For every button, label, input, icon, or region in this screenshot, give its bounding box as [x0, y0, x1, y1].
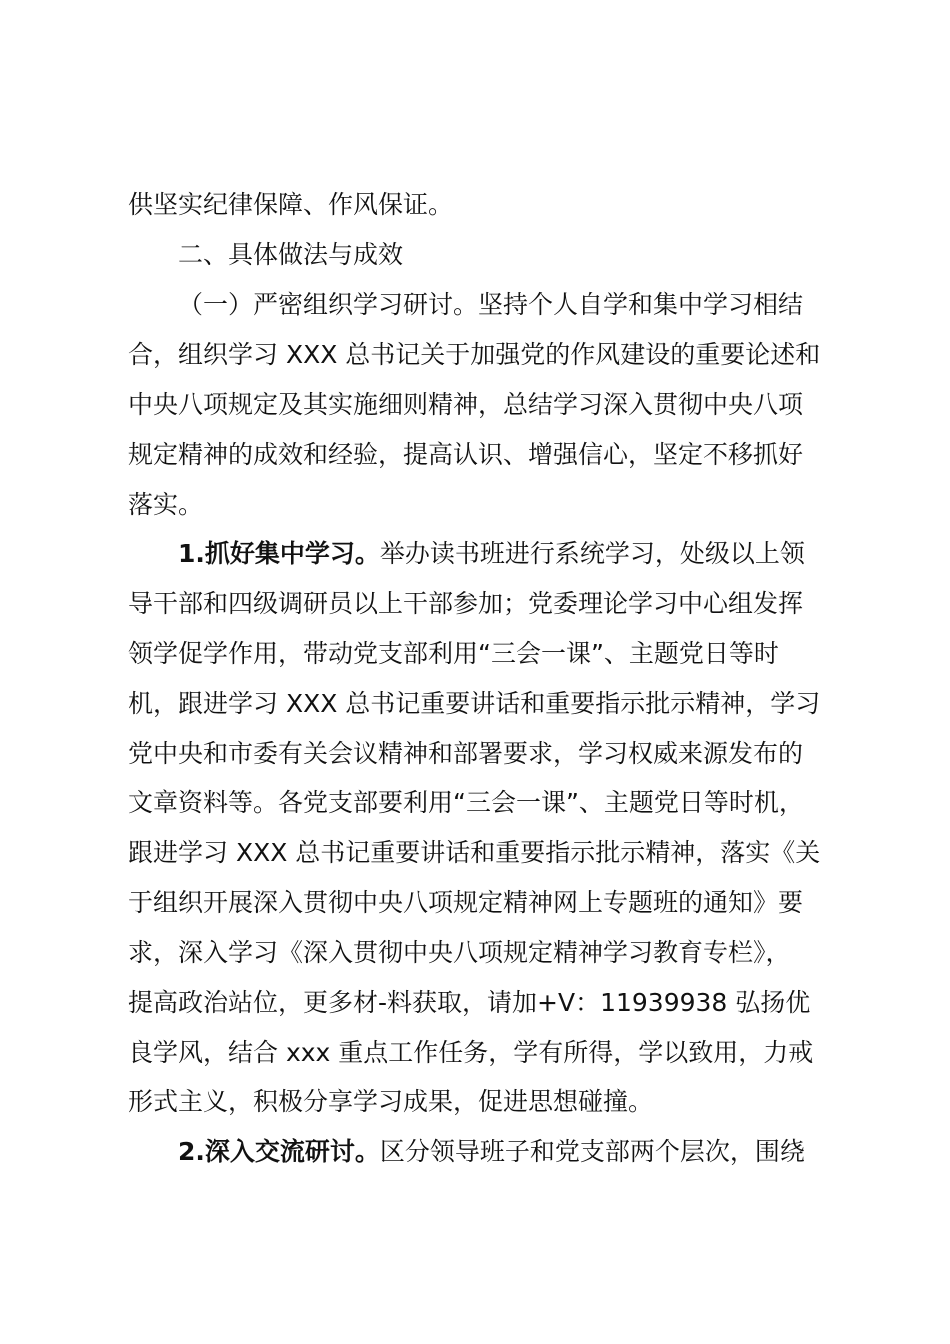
paragraph-line: 机，跟进学习 XXX 总书记重要讲话和重要指示批示精神，学习: [128, 689, 821, 718]
subheading-2: 2.深入交流研讨。: [178, 1137, 380, 1166]
subheading-1: 1.抓好集中学习。: [178, 539, 380, 568]
paragraph-text: 区分领导班子和党支部两个层次，围绕: [379, 1137, 805, 1166]
paragraph-line: [178, 1135, 898, 1169]
paragraph-line: [178, 537, 898, 571]
paragraph-line: （一）严密组织学习研讨。坚持个人自学和集中学习相结: [178, 290, 804, 319]
paragraph-line: 合，组织学习 XXX 总书记关于加强党的作风建设的重要论述和: [128, 340, 821, 369]
paragraph-line: 良学风，结合 xxx 重点工作任务，学有所得，学以致用，力戒: [128, 1038, 814, 1067]
paragraph-line: 跟进学习 XXX 总书记重要讲话和重要指示批示精神，落实《关: [128, 838, 821, 867]
paragraph-text: 举办读书班进行系统学习，处级以上领: [379, 539, 805, 568]
paragraph-line: 规定精神的成效和经验，提高认识、增强信心，坚定不移抓好: [128, 440, 804, 469]
paragraph-line: 形式主义，积极分享学习成果，促进思想碰撞。: [128, 1087, 654, 1116]
paragraph-line: 领学促学作用，带动党支部利用“三会一课”、主题党日等时: [128, 639, 779, 668]
section-heading: 二、具体做法与成效: [178, 240, 404, 269]
paragraph-line: 文章资料等。各党支部要利用“三会一课”、主题党日等时机，: [128, 788, 804, 817]
paragraph-line: 中央八项规定及其实施细则精神，总结学习深入贯彻中央八项: [128, 390, 804, 419]
paragraph-line: 党中央和市委有关会议精神和部署要求，学习权威来源发布的: [128, 739, 804, 768]
paragraph-line: 落实。: [128, 490, 204, 519]
paragraph-line: 于组织开展深入贯彻中央八项规定精神网上专题班的通知》要: [128, 888, 804, 917]
paragraph-line: 提高政治站位，更多材-料获取，请加+V：11939938 弘扬优: [128, 988, 811, 1017]
paragraph-line: 求，深入学习《深入贯彻中央八项规定精神学习教育专栏》，: [128, 938, 791, 967]
paragraph-line: 导干部和四级调研员以上干部参加；党委理论学习中心组发挥: [128, 589, 804, 618]
paragraph-line: 供坚实纪律保障、作风保证。: [128, 190, 454, 219]
